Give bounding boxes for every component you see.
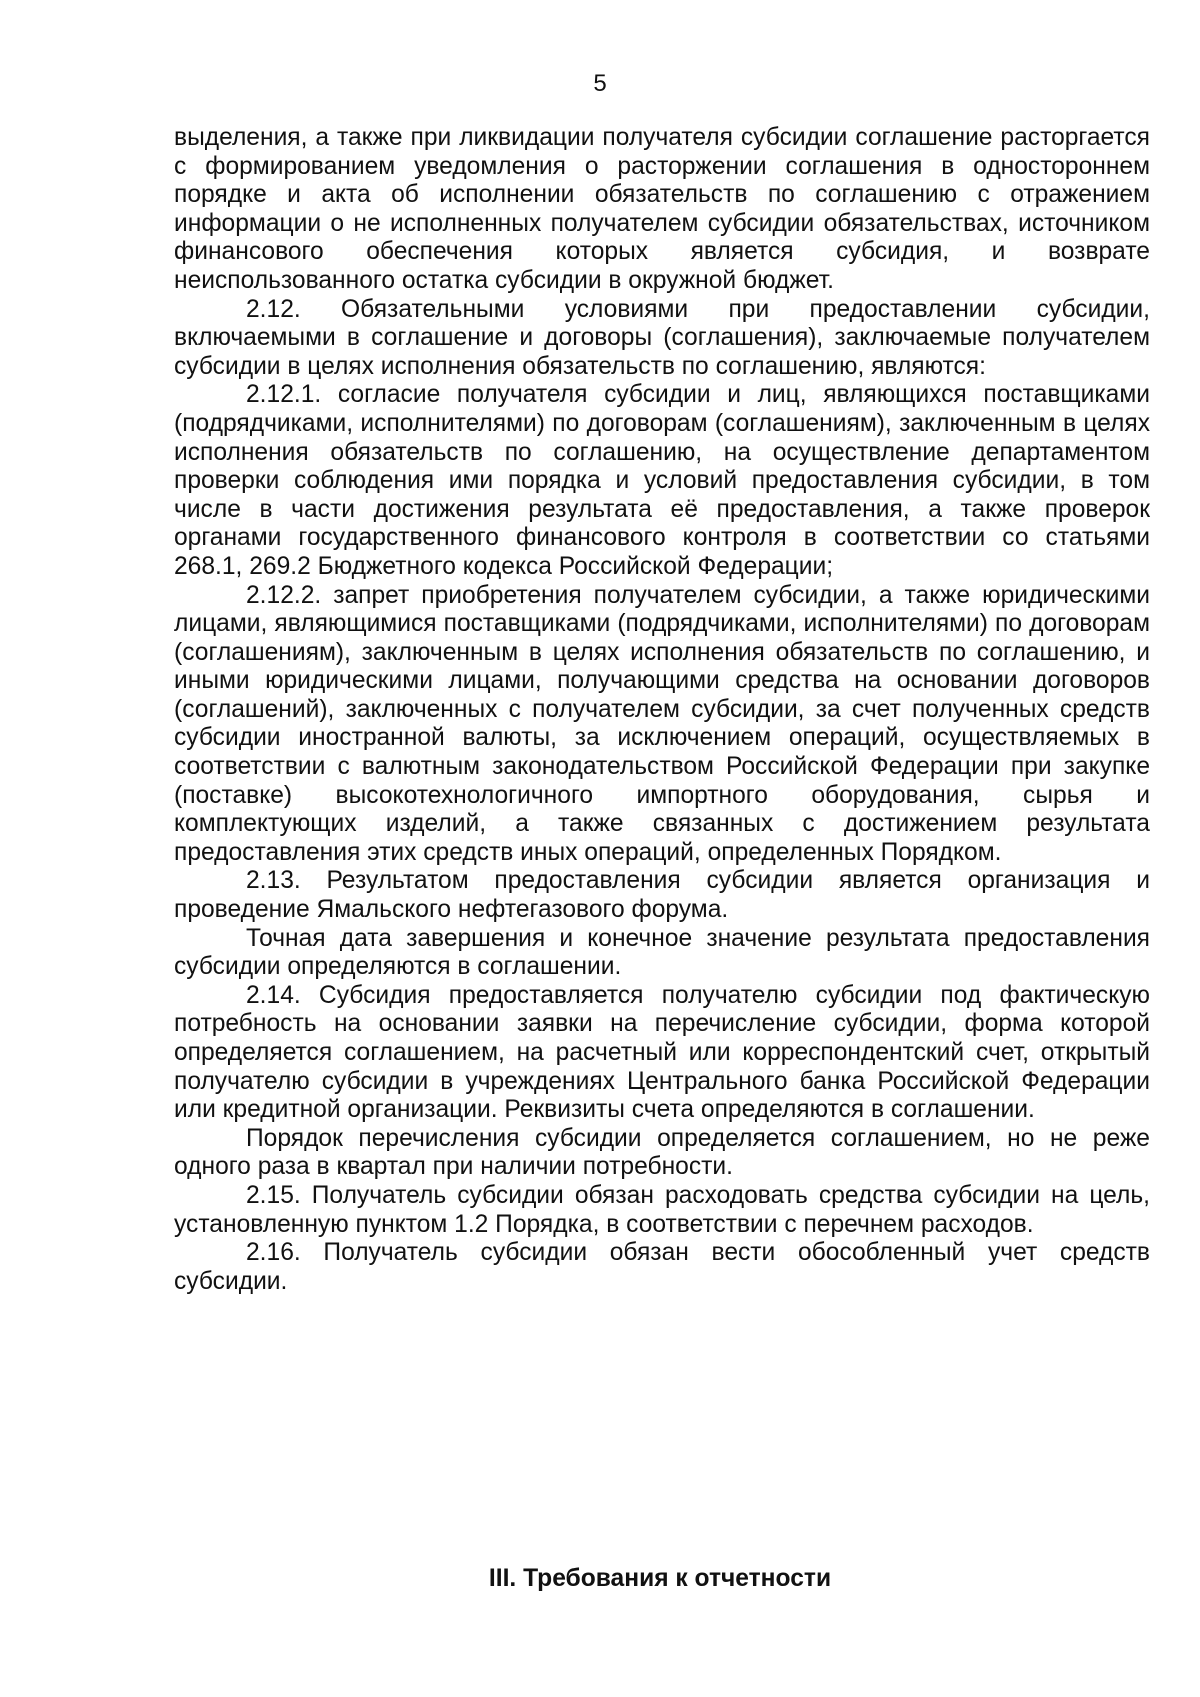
paragraph-2-12: 2.12. Обязательными условиями при предоставлении субсидии, включаемыми в соглашение и договоры (соглашения), заключаемые получателем субсидии в целях исполнения обязательств по соглашению, являются: xyxy=(174,295,1150,380)
paragraph-2-12-2: 2.12.2. запрет приобретения получателем субсидии, а также юридическими лицами, являющимися поставщиками (подрядчиками, исполнителями) по договорам (соглашениям), заключенным в целях исполнения обязательств по соглашению, и иными юридическими лицами, получающими средства на основании договоров (соглашений), заключенных с получателем субсидии, за счет полученных средств субсидии иностранной валюты, за исключением операций, осуществляемых в соответствии с валютным законодательством Российской Федерации при закупке (поставке) высокотехнологичного импортного оборудования, сырья и комплектующих изделий, а также связанных с достижением результата предоставления этих средств иных операций, определенных Порядком. xyxy=(174,581,1150,866)
paragraph-continuation: выделения, а также при ликвидации получателя субсидии соглашение расторгается с формированием уведомления о расторжении соглашения в одностороннем порядке и акта об исполнении обязательств по соглашению с отражением информации о не исполненных получателем субсидии обязательствах, источником финансового обеспечения которых является субсидия, и возврате неиспользованного остатка субсидии в окружной бюджет. xyxy=(174,124,1150,294)
paragraph-2-12-1: 2.12.1. согласие получателя субсидии и лиц, являющихся поставщиками (подрядчиками, исполнителями) по договорам (соглашениям), заключенным в целях исполнения обязательств по соглашению, на осуществление департаментом проверки соблюдения ими порядка и условий предоставления субсидии, в том числе в части достижения результата её предоставления, а также проверок органами государственного финансового контроля в соответствии со статьями 268.1, 269.2 Бюджетного кодекса Российской Федерации; xyxy=(174,381,1150,580)
paragraph-2-15: 2.15. Получатель субсидии обязан расходовать средства субсидии на цель, установленную пунктом 1.2 Порядка, в соответствии с перечнем расходов. xyxy=(174,1181,1150,1238)
paragraph-2-13: 2.13. Результатом предоставления субсидии является организация и проведение Ямальского нефтегазового форума. xyxy=(174,867,1150,924)
paragraph-2-13-date: Точная дата завершения и конечное значение результата предоставления субсидии определяются в соглашении. xyxy=(174,924,1150,981)
paragraph-2-14-order: Порядок перечисления субсидии определяется соглашением, но не реже одного раза в квартал при наличии потребности. xyxy=(174,1124,1150,1181)
paragraph-2-16: 2.16. Получатель субсидии обязан вести обособленный учет средств субсидии. xyxy=(174,1239,1150,1295)
page-number: 5 xyxy=(593,70,607,97)
section-title: III. Требования к отчетности xyxy=(488,1565,832,1592)
paragraph-2-14: 2.14. Субсидия предоставляется получателю субсидии под фактическую потребность на основании заявки на перечисление субсидии, форма которой определяется соглашением, на расчетный или корреспондентский счет, открытый получателю субсидии в учреждениях Центрального банка Российской Федерации или кредитной организации. Реквизиты счета определяются в соглашении. xyxy=(174,981,1150,1124)
document-body xyxy=(174,124,1150,1296)
